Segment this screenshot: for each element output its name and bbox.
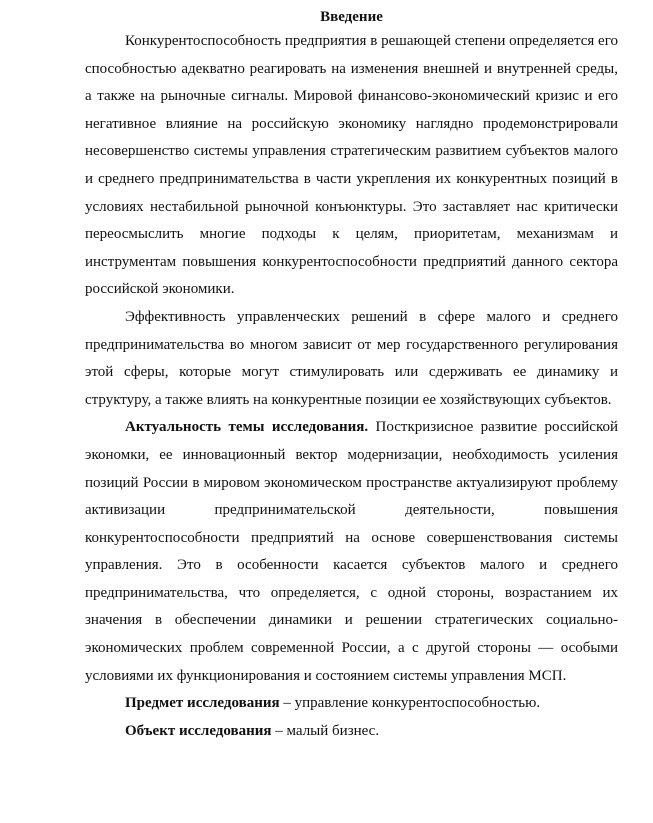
paragraph-relevance	[85, 414, 618, 690]
paragraph-lead: Актуальность темы исследования.	[125, 419, 369, 436]
paragraph-intro	[85, 28, 618, 304]
document-page	[85, 6, 618, 745]
paragraph-subject	[85, 690, 618, 718]
paragraph-text: Конкурентоспособность предприятия в решающей степени определяется его способностью адекватно реагировать на изменения внешней и внутренней среды, а также на рыночные сигналы. Мировой финансово-экономический кризис и его негативное влияние на российскую экономику наглядно продемонстрировали несовершенство системы управления стратегическим развитием субъектов малого и среднего предпринимательства в части укрепления их конкурентных позиций в условиях нестабильной рыночной конъюнктуры. Это заставляет нас критически переосмыслить многие подходы к целям, приоритетам, механизмам и инструментам повышения конкурентоспособности предприятий данного сектора российской экономики.	[85, 33, 618, 298]
paragraph-text: – малый бизнес.	[271, 722, 380, 739]
page-title: Введение	[320, 9, 383, 25]
paragraph-efficiency	[85, 304, 618, 414]
paragraph-lead: Объект исследования	[125, 722, 272, 739]
paragraph-text: Эффективность управленческих решений в сфере малого и среднего предпринимательства во многом зависит от мер государственного регулирования этой сферы, которые могут стимулировать или сдерживать ее динамику и структуру, а также влиять на конкурентные позиции ее хозяйствующих субъектов.	[85, 308, 618, 408]
paragraph-text: – управление конкурентоспособностью.	[279, 695, 541, 712]
paragraph-lead: Предмет исследования	[125, 695, 280, 712]
paragraph-text: Посткризисное развитие российской экономки, ее инновационный вектор модернизации, необходимость усиления позиций России в мировом экономическом пространстве актуализируют проблему активизации предпринимательской деятельности, повышения конкурентоспособности предприятий на основе совершенствования системы управления. Это в особенности касается субъектов малого и среднего предпринимательства, что определяется, с одной стороны, возрастанием их значения в обеспечении динамики и решении стратегических социально-экономических проблем современной России, а с другой стороны — особыми условиями их функционирования и состоянием системы управления МСП.	[85, 419, 618, 684]
paragraph-object	[85, 718, 618, 746]
